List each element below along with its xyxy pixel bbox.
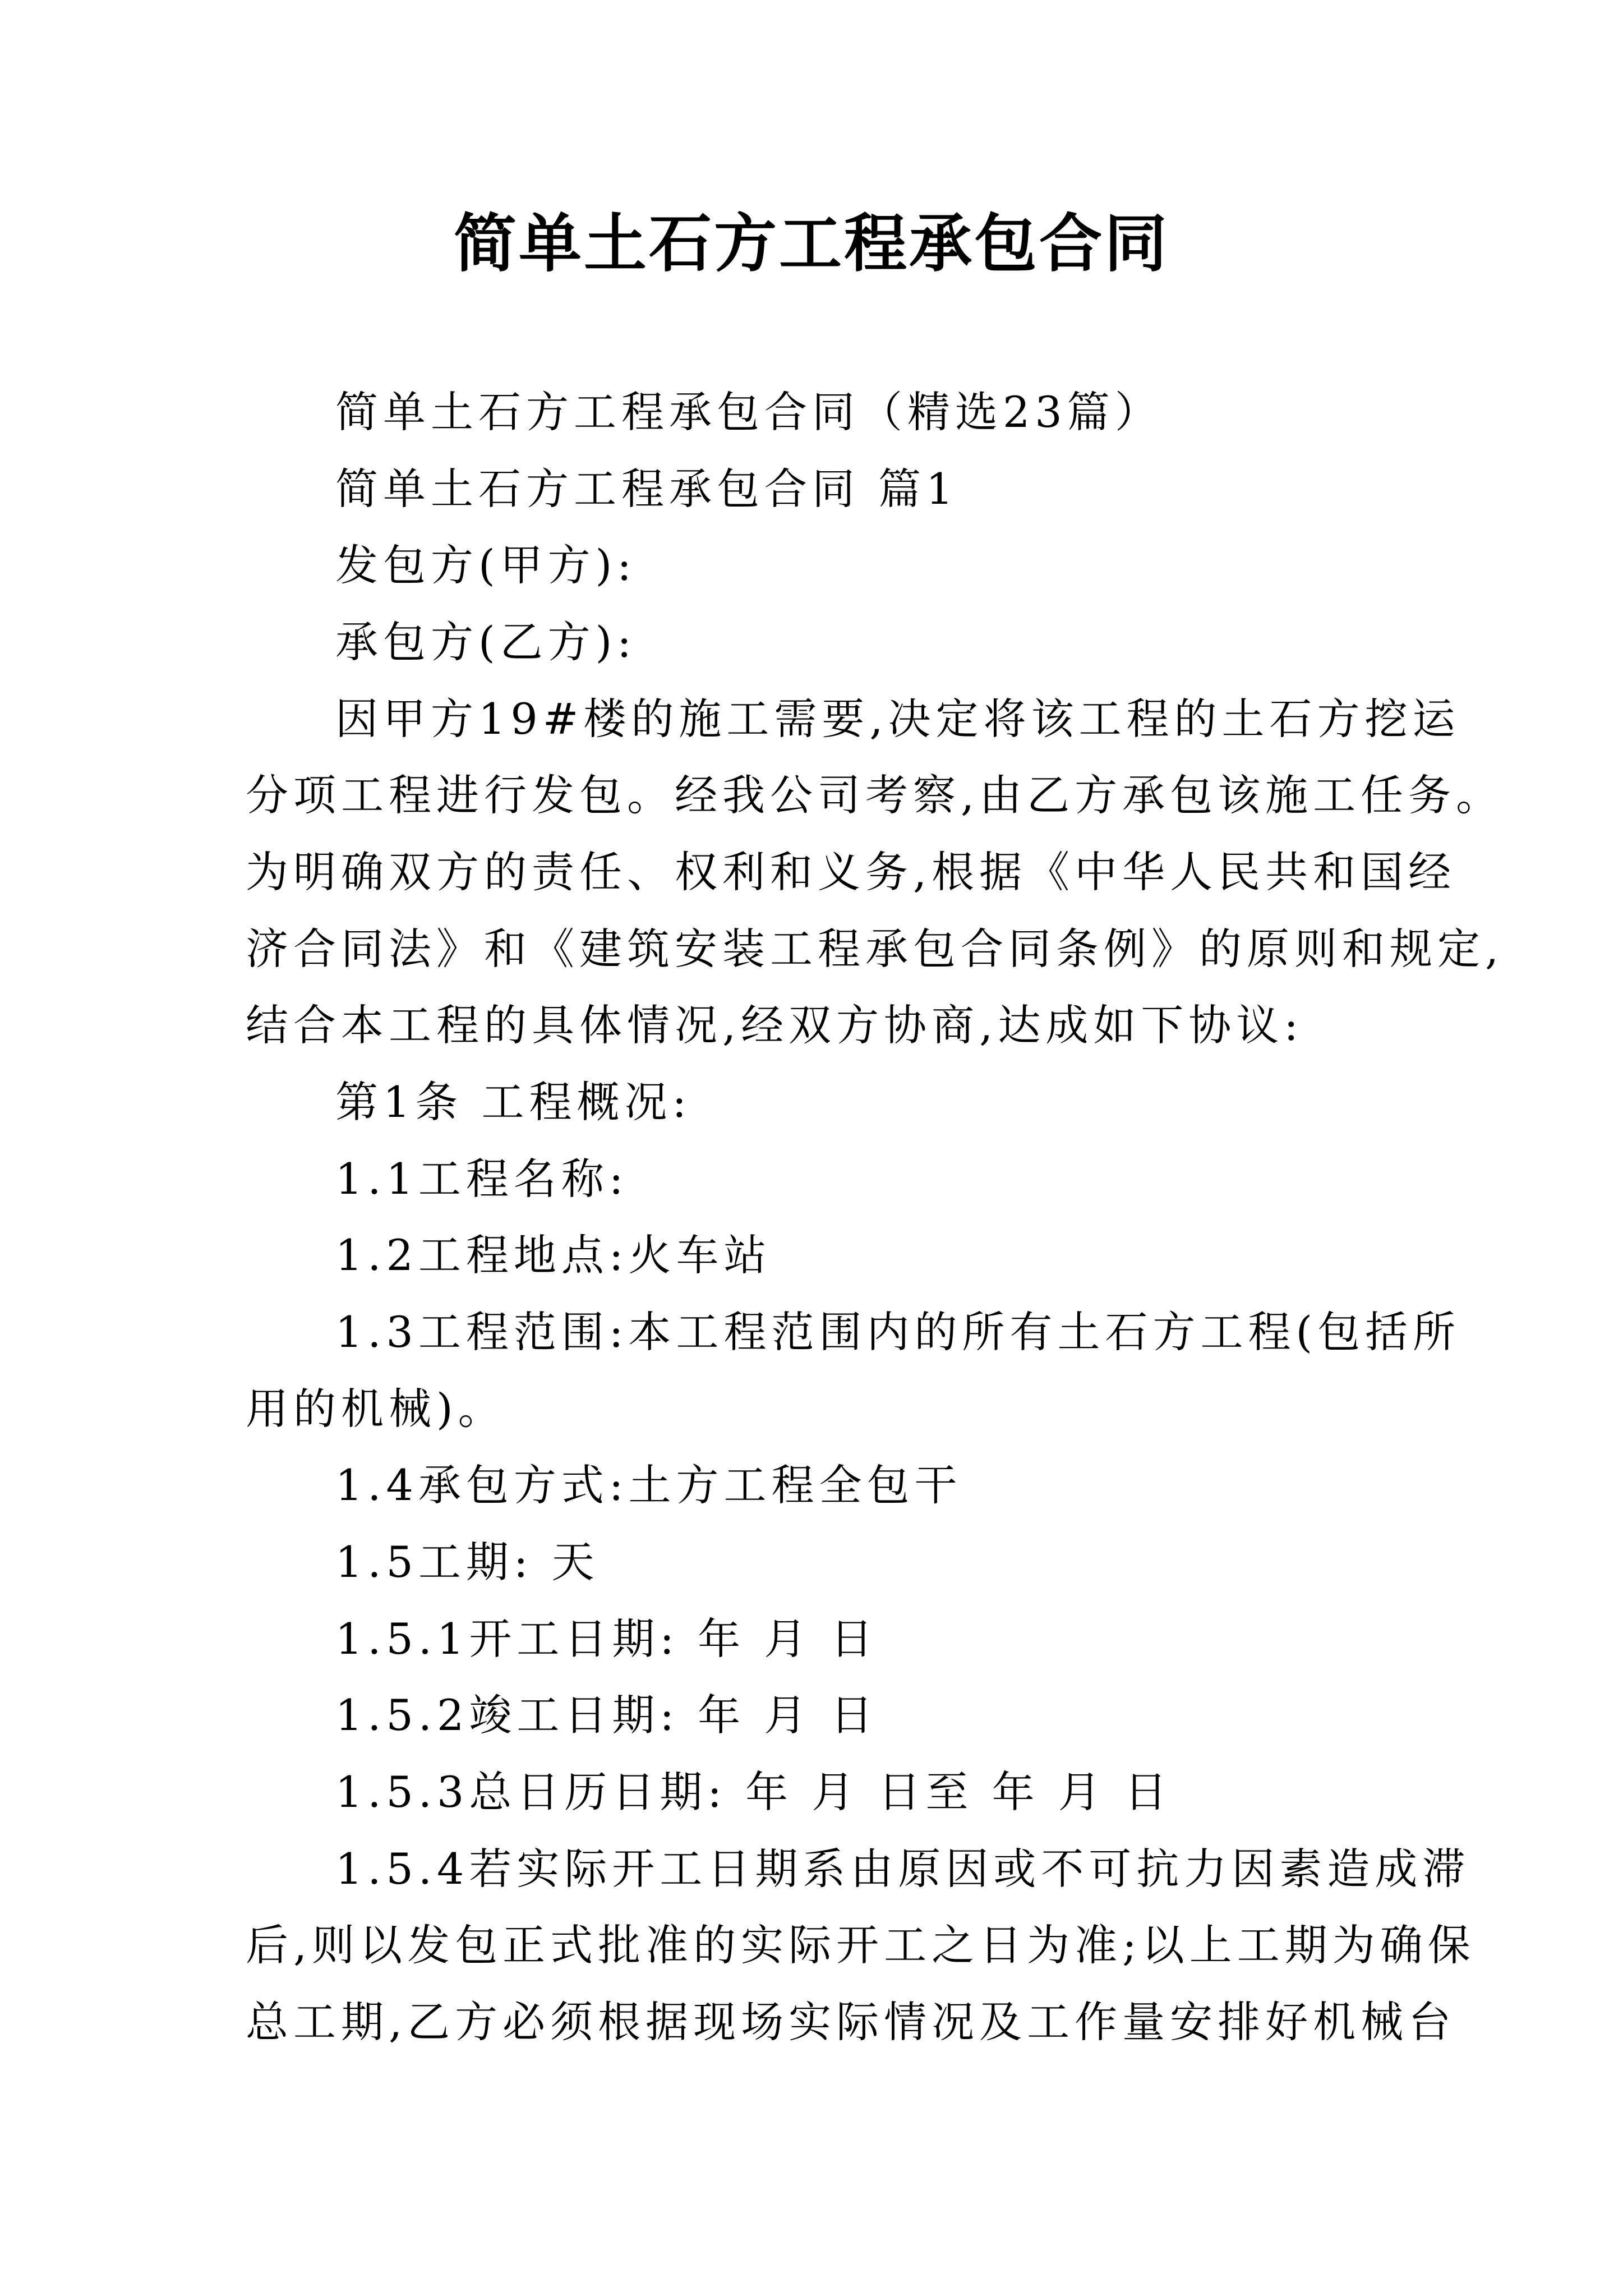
paragraph-line: 分项工程进行发包。经我公司考察,由乙方承包该施工任务。 (246, 770, 1504, 820)
clause-line: 1.5.4若实际开工日期系由原因或不可抗力因素造成滞 (335, 1844, 1470, 1894)
clause-line: 用的机械)。 (246, 1384, 506, 1434)
subtitle-line: 简单土石方工程承包合同（精选23篇） (335, 387, 1163, 437)
clause-line: 1.5.3总日历日期: 年 月 日至 年 月 日 (335, 1767, 1172, 1817)
article-heading-line: 第1条 工程概况: (335, 1077, 692, 1127)
clause-line: 1.4承包方式:土方工程全包干 (335, 1460, 962, 1510)
clause-line: 1.5.2竣工日期: 年 月 日 (335, 1690, 878, 1740)
paragraph-line: 济合同法》和《建筑安装工程承包合同条例》的原则和规定, (246, 924, 1504, 974)
clause-line: 1.5.1开工日期: 年 月 日 (335, 1614, 878, 1664)
paragraph-line: 为明确双方的责任、权利和义务,根据《中华人民共和国经 (246, 847, 1456, 897)
clause-line: 总工期,乙方必须根据现场实际情况及工作量安排好机械台 (246, 1997, 1456, 2047)
paragraph-line: 因甲方19#楼的施工需要,决定将该工程的土石方挖运 (335, 694, 1460, 744)
clause-line: 后,则以发包正式批准的实际开工之日为准;以上工期为确保 (246, 1920, 1476, 1970)
clause-line: 1.3工程范围:本工程范围内的所有土石方工程(包括所 (335, 1307, 1461, 1357)
clause-line: 1.1工程名称: (335, 1154, 629, 1204)
clause-line: 1.5工期: 天 (335, 1537, 600, 1587)
party-b-line: 承包方(乙方): (335, 617, 637, 667)
clause-line: 1.2工程地点:火车站 (335, 1230, 772, 1280)
section-heading-line: 简单土石方工程承包合同 篇1 (335, 464, 958, 514)
party-a-line: 发包方(甲方): (335, 540, 637, 590)
paragraph-line: 结合本工程的具体情况,经双方协商,达成如下协议: (246, 1000, 1303, 1050)
document-title: 简单土石方工程承包合同 (454, 207, 1169, 280)
